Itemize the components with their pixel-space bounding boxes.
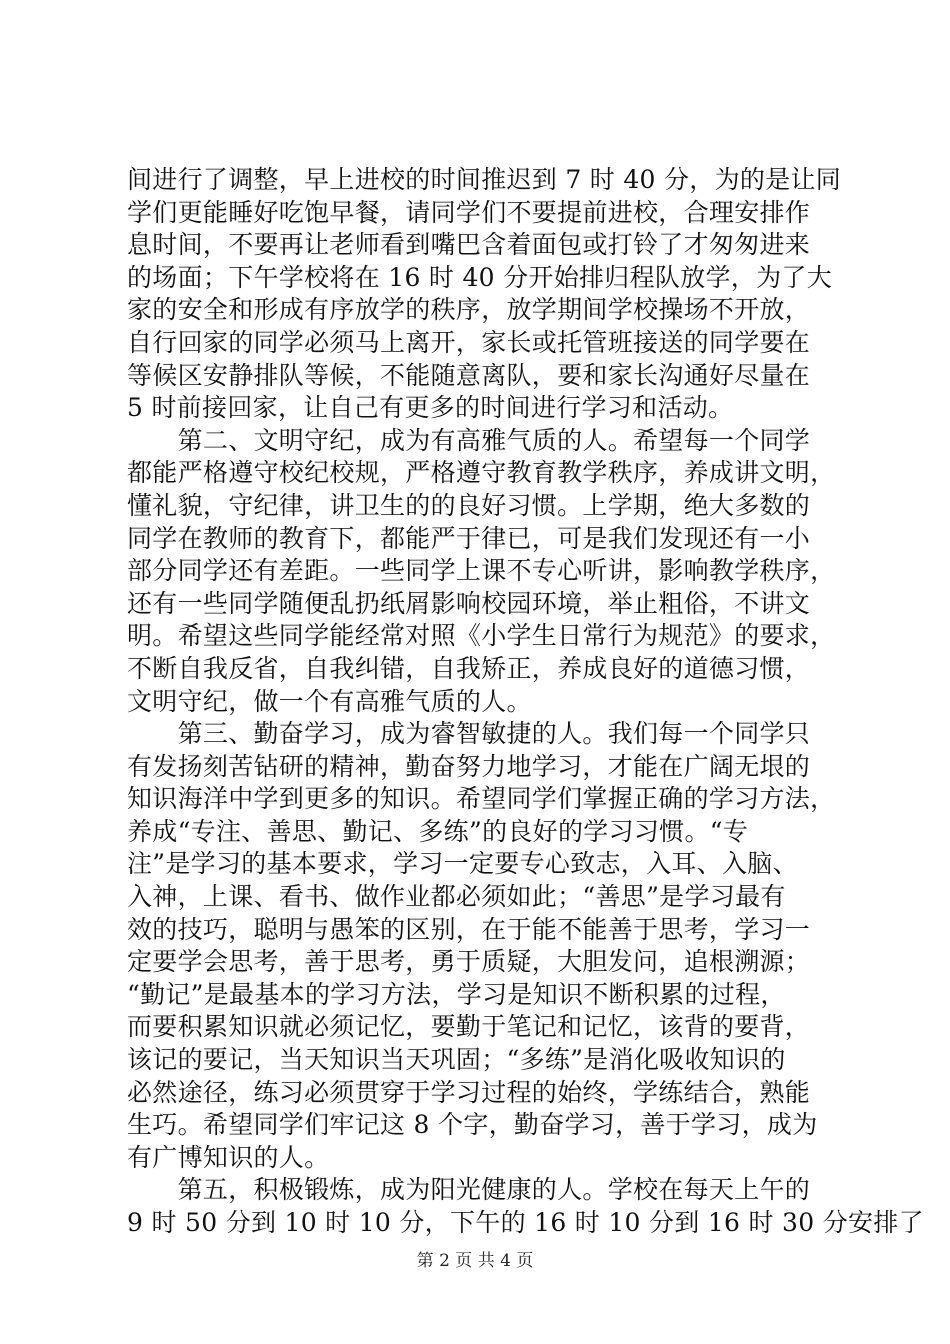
text-line: 而要积累知识就必须记忆，要勤于笔记和记忆，该背的要背， — [127, 1012, 811, 1042]
text-line: 有发扬刻苦钻研的精神，勤奋努力地学习，才能在广阔无垠的 — [127, 751, 811, 781]
text-line: 明。希望这些同学能经常对照《小学生日常行为规范》的要求， — [127, 621, 836, 651]
text-line: 同学在教师的教育下，都能严于律已，可是我们发现还有一小 — [127, 523, 811, 553]
text-line: 入神，上课、看书、做作业都必须如此；“善思”是学习最有 — [127, 882, 786, 912]
text-line: 效的技巧，聪明与愚笨的区别，在于能不能善于思考，学习一 — [127, 914, 811, 944]
text-line: 还有一些同学随便乱扔纸屑影响校园环境，举止粗俗，不讲文 — [127, 588, 811, 618]
page-number-footer: 第 2 页 共 4 页 — [416, 1251, 534, 1271]
text-line: 文明守纪，做一个有高雅气质的人。 — [127, 686, 532, 716]
text-line: 息时间，不要再让老师看到嘴巴含着面包或打铃了才匆匆进来 — [127, 230, 811, 260]
text-line: 不断自我反省，自我纠错，自我矫正，养成良好的道德习惯， — [127, 653, 811, 683]
text-line: 部分同学还有差距。一些同学上课不专心听讲，影响教学秩序， — [127, 556, 836, 586]
text-line: 有广博知识的人。 — [127, 1142, 330, 1172]
paragraph-start-line: 第二、文明守纪，成为有高雅气质的人。希望每一个同学 — [127, 425, 811, 455]
text-line: 定要学会思考，善于思考，勇于质疑，大胆发问，追根溯源； — [127, 947, 811, 977]
text-line: “勤记”是最基本的学习方法，学习是知识不断积累的过程， — [127, 979, 786, 1009]
text-line: 家的安全和形成有序放学的秩序，放学期间学校操场不开放， — [127, 295, 811, 325]
text-line: 生巧。希望同学们牢记这 8 个字，勤奋学习，善于学习，成为 — [127, 1110, 818, 1140]
text-line: 养成“专注、善思、勤记、多练”的良好的学习习惯。“专 — [127, 816, 749, 846]
text-line: 知识海洋中学到更多的知识。希望同学们掌握正确的学习方法， — [127, 784, 836, 814]
text-line: 该记的要记，当天知识当天巩固；“多练”是消化吸收知识的 — [127, 1045, 786, 1075]
text-line: 注”是学习的基本要求，学习一定要专心致志，入耳、入脑、 — [127, 849, 798, 879]
text-line: 懂礼貌，守纪律，讲卫生的的良好习惯。上学期，绝大多数的 — [127, 490, 811, 520]
paragraph-start-line: 第五，积极锻炼，成为阳光健康的人。学校在每天上午的 — [127, 1175, 811, 1205]
text-line: 5 时前接回家，让自己有更多的时间进行学习和活动。 — [127, 393, 734, 423]
text-line: 都能严格遵守校纪校规，严格遵守教育教学秩序，养成讲文明， — [127, 458, 836, 488]
text-line: 的场面；下午学校将在 16 时 40 分开始排归程队放学，为了大 — [127, 262, 833, 292]
body-text — [127, 164, 924, 1240]
text-line: 9 时 50 分到 10 时 10 分，下午的 16 时 10 分到 16 时 30 分安排了 — [127, 1208, 924, 1237]
text-line: 学们更能睡好吃饱早餐，请同学们不要提前进校，合理安排作 — [127, 197, 811, 227]
text-line: 间进行了调整，早上进校的时间推迟到 7 时 40 分，为的是让同 — [127, 165, 842, 194]
text-line: 必然途径，练习必须贯穿于学习过程的始终，学练结合，熟能 — [127, 1077, 811, 1107]
text-line: 自行回家的同学必须马上离开，家长或托管班接送的同学要在 — [127, 327, 811, 357]
text-line: 等候区安静排队等候，不能随意离队，要和家长沟通好尽量在 — [127, 360, 811, 390]
paragraph-start-line: 第三、勤奋学习，成为睿智敏捷的人。我们每一个同学只 — [127, 719, 811, 749]
